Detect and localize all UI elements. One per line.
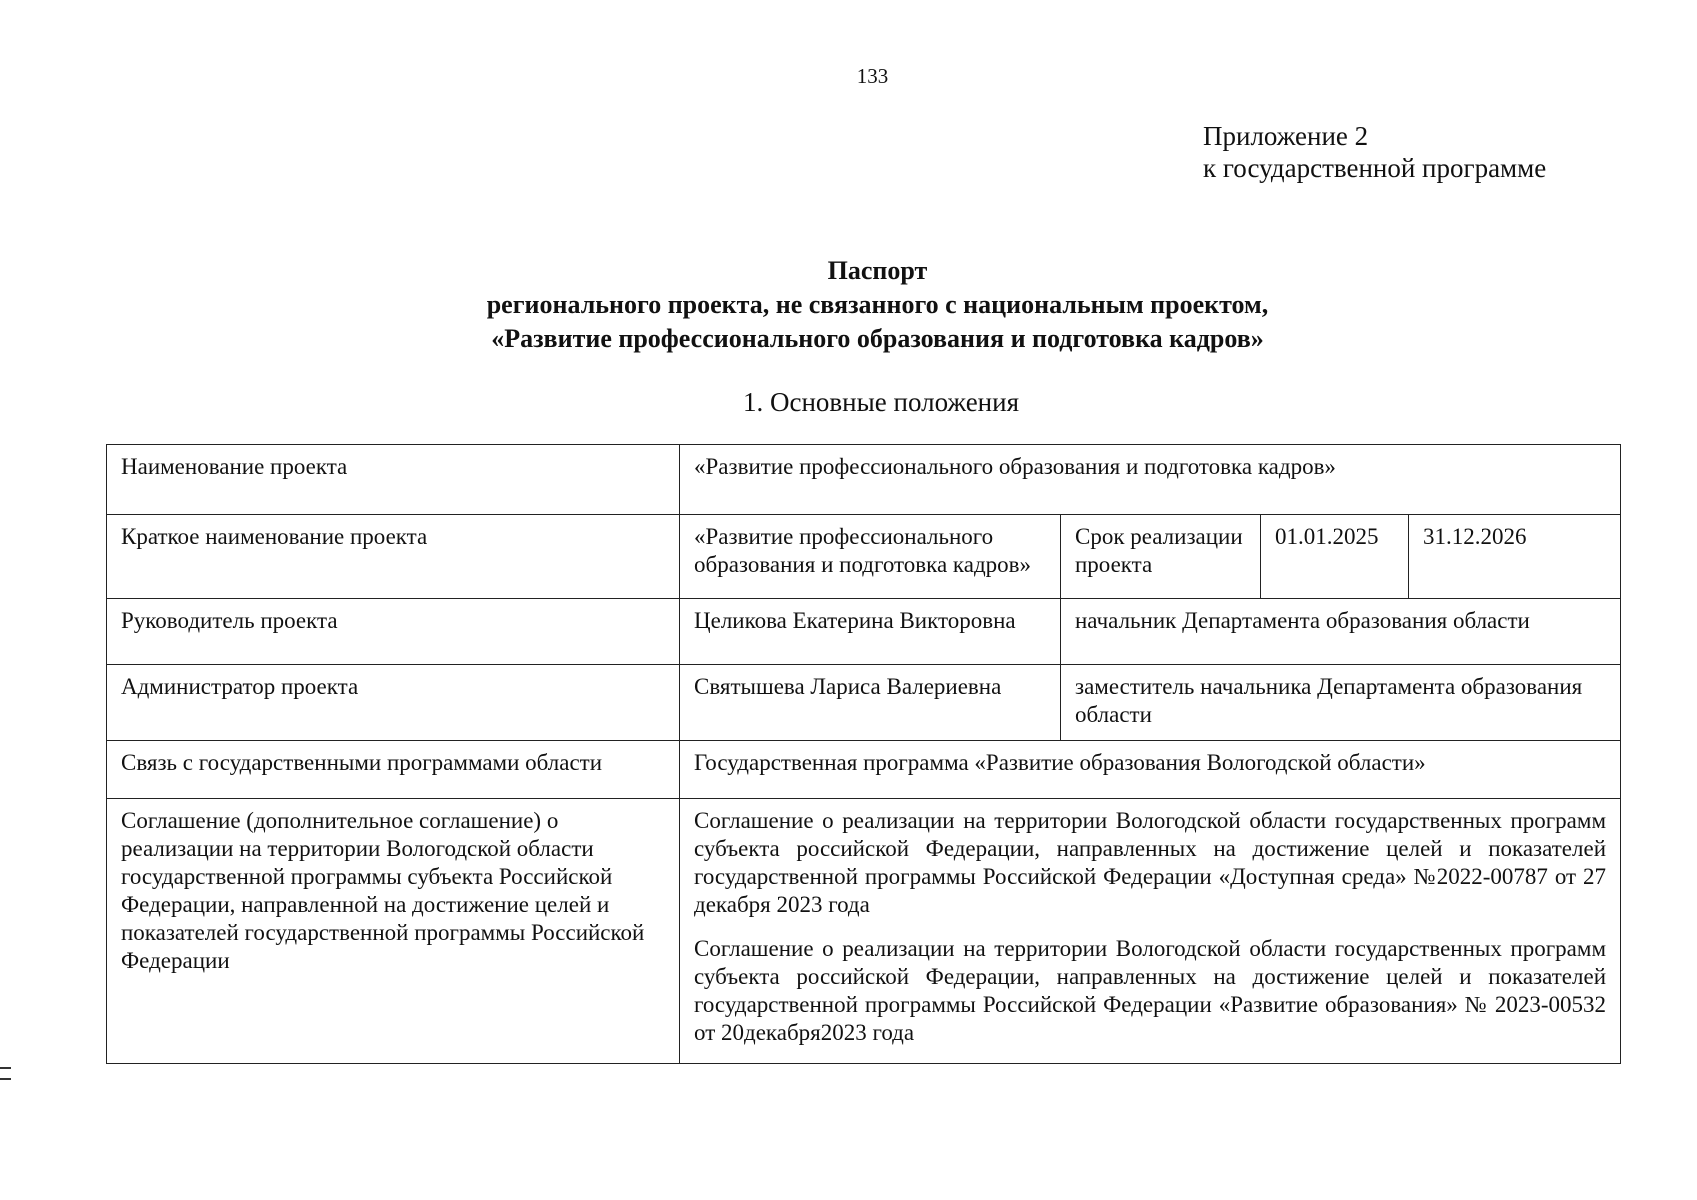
appendix-note [1203, 120, 1546, 184]
section-heading: 1. Основные положения [743, 387, 1019, 417]
project-name-label: Наименование проекта [107, 445, 680, 515]
table-row [107, 741, 1621, 799]
table-row [107, 665, 1621, 741]
project-admin-name: Святышева Лариса Валериевна [680, 665, 1061, 741]
page-number: 133 [856, 64, 889, 88]
title-line-2: регионального проекта, не связанного с национальным проектом, [486, 290, 1269, 319]
agreements-label: Соглашение (дополнительное соглашение) о реализации на территории Вологодской области государственной программы субъекта Российской Федерации, направленной на достижение целей и показателей государственной программы Российской Федерации [107, 799, 680, 1064]
project-name-value: «Развитие профессионального образования и подготовка кадров» [680, 445, 1621, 515]
title-line-3: «Развитие профессионального образования и подготовка кадров» [491, 324, 1264, 353]
agreement-item-1: Соглашение о реализации на территории Вологодской области государственных программ субъекта российской Федерации, направленных на достижение целей и показателей государственной программы Российской Федерации «Доступная среда» №2022-00787 от 27 декабря 2023 года [694, 808, 1606, 917]
project-admin-label: Администратор проекта [107, 665, 680, 741]
agreement-item-2: Соглашение о реализации на территории Вологодской области государственных программ субъекта российской Федерации, направленных на достижение целей и показателей государственной программы Российской Федерации «Развитие образования» № 2023-00532 от 20декабря2023 года [694, 936, 1606, 1045]
table-row [107, 515, 1621, 599]
project-admin-position: заместитель начальника Департамента образования области [1061, 665, 1621, 741]
table-row [107, 445, 1621, 515]
state-programs-value: Государственная программа «Развитие образования Вологодской области» [680, 741, 1621, 799]
short-name-value: «Развитие профессионального образования и подготовка кадров» [680, 515, 1061, 599]
project-lead-label: Руководитель проекта [107, 599, 680, 665]
agreements-value [680, 799, 1621, 1064]
title-line-1: Паспорт [827, 256, 928, 285]
edge-mark [0, 1067, 11, 1069]
appendix-line-1: Приложение 2 [1203, 121, 1369, 151]
appendix-line-2: к государственной программе [1203, 153, 1547, 183]
document-title [0, 254, 1697, 356]
edge-mark [0, 1078, 11, 1080]
table-row [107, 599, 1621, 665]
passport-table [106, 444, 1621, 1064]
end-date: 31.12.2026 [1409, 515, 1621, 599]
start-date: 01.01.2025 [1261, 515, 1409, 599]
table-row [107, 799, 1621, 1064]
term-label: Срок реализации проекта [1061, 515, 1261, 599]
scan-edge-marks [0, 1067, 11, 1089]
state-programs-label: Связь с государственными программами области [107, 741, 680, 799]
project-lead-position: начальник Департамента образования области [1061, 599, 1621, 665]
short-name-label: Краткое наименование проекта [107, 515, 680, 599]
project-lead-name: Целикова Екатерина Викторовна [680, 599, 1061, 665]
